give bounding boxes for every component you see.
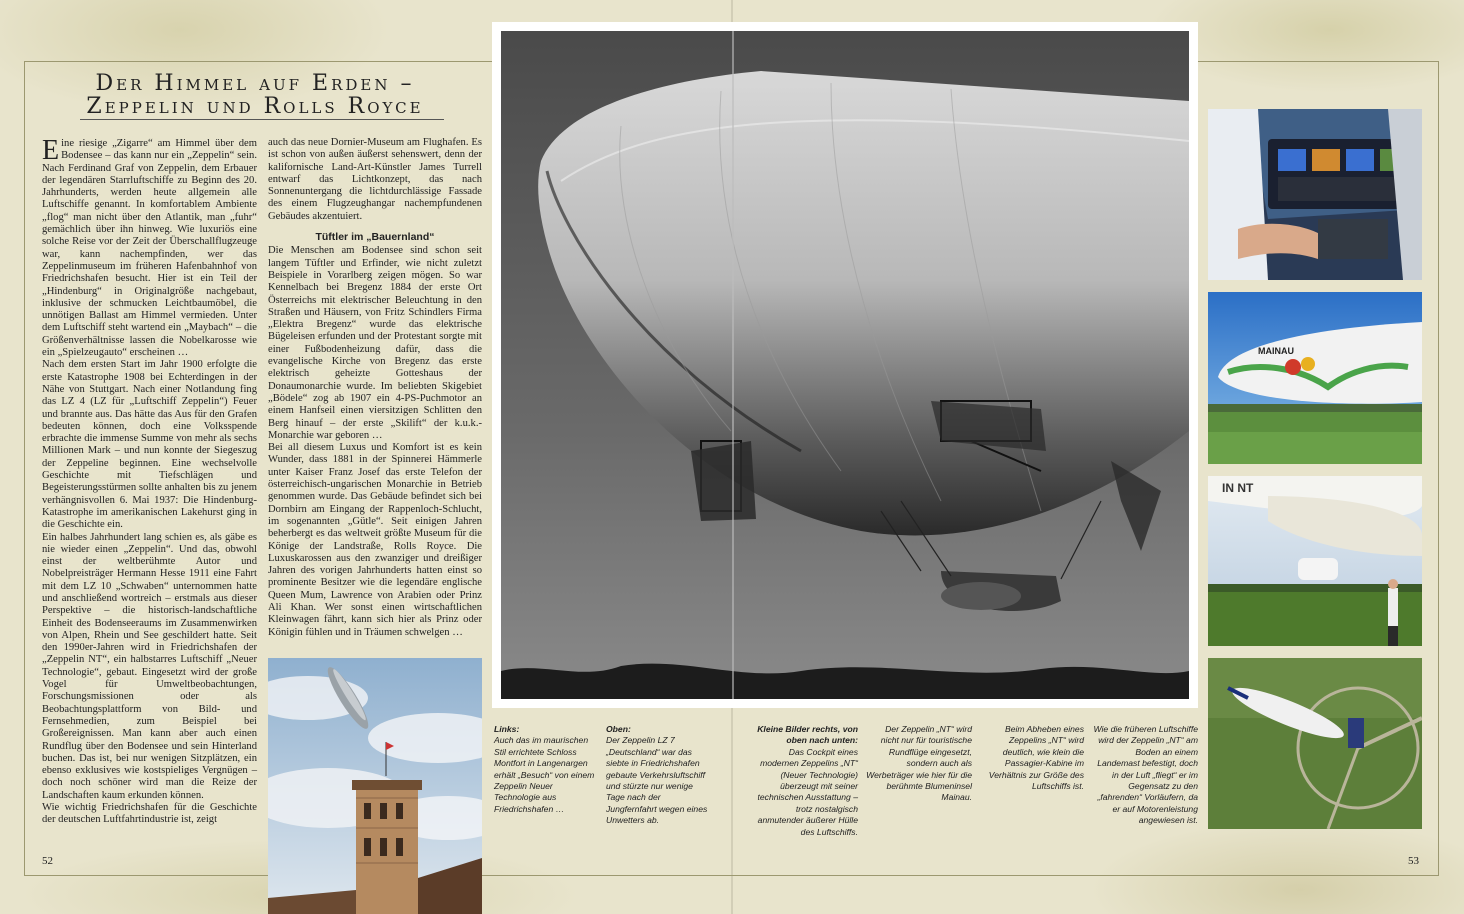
page-number-right: 53	[1408, 855, 1419, 867]
paragraph	[42, 135, 257, 359]
title-line-2: Zeppelin und Rolls Royce	[86, 94, 424, 119]
paragraph: auch das neue Dornier-Museum am Flughafen. Es ist schon von außen äußerst sehenswert, denn der kalifornische Land-Art-Künstler James Turrell entwarf das Lichtkonzept, das nach Sonnenuntergang die lichtdurchlässige Fassade des einem Flugzeughangar nachempfundenen Gebäudes akzentuiert.	[268, 137, 482, 222]
caption-label: Links:	[494, 724, 520, 734]
section-subheading: Tüftler im „Bauernland“	[315, 231, 435, 244]
caption-nt-advert	[866, 724, 972, 804]
drop-cap: E	[42, 135, 60, 166]
castle-tower-photo	[268, 658, 482, 914]
caption-small-images	[752, 724, 858, 838]
caption-text: Der Zeppelin LZ 7 „Deutschland“ war das siebte in Friedrichshafen gebaute Verkehrsluftschiff und stürzte nur wenige Tage nach der Jungfernfahrt wegen eines Unwetters ab.	[606, 735, 708, 826]
text-column-2	[268, 137, 482, 639]
caption-text: Auch das im maurischen Stil errichtete Schloss Montfort in Langenargen erhält „Besuch“ von einem Zeppelin Neuer Technologie aus Friedrichshafen …	[494, 735, 595, 814]
caption-left	[494, 724, 598, 815]
historic-zeppelin-photo	[492, 22, 1198, 708]
paragraph-text: ine riesige „Zigarre“ am Himmel über dem Bodensee – das kann nur ein „Zeppelin“ sein. Nach Ferdinand Graf von Zeppelin, dem Erbauer der legendären Starrluftschiffe zu Beginn des 20. Jahrhunderts, werden heute allgemein alle Luftschiffe genannt. In komfortablem Ambiente „flog“ man nicht über den Atlantik, man „fuhr“ gemächlich über ihn hinweg. Wie luxuriös eine solche Reise vor der Zeit der Überschallflugzeuge war, kann nachempfinden, wer das Zeppelinmuseum im früheren Hafenbahnhof von Friedrichshafen besucht. Hier ist ein Teil der „Hindenburg“ in Originalgröße nachgebaut, inklusive der schmucken Leichtbaumöbel, die unnötigen Ballast am Himmel vermieden. Unter dem Luftschiff steht wartend ein „Maybach“ – die Größenverhältnisse lassen die Nobelkarosse wie ein „Spielzeugauto“ erscheinen …	[42, 138, 257, 359]
caption-label: Kleine Bilder rechts, von oben nach unten:	[757, 724, 858, 746]
paragraph: Ein halbes Jahrhundert lang schien es, als gäbe es nie wieder einen „Zeppelin“. Und das, obwohl einst der weltberühmte Autor und Nobelpreisträger Hermann Hesse 1911 eine Fahrt mit dem LZ 10 „Schwaben“ unternommen hatte und anschließend wortreich – erstmals aus dieser Perspektive – die historisch-landschaftliche Einheit des Bodenseeraums im Zusammenwirken von Alpen, Rhein und See geschildert hatte. Seit den 1990er-Jahren wird in Friedrichshafen der „Zeppelin NT“, ein halbstarres Luftschiff „Neuer Technologie“, gebaut. Eingesetzt wird der große Vogel für Umweltbeobachtungen, Forschungsmissionen oder als Beobachtungsplattform von Bild- und Fernsehmedien, zum Beispiel bei Großereignissen. Man kann aber auch einen Rundflug über den Bodensee und sein Hinterland buchen. Das ist, bei nur wenigen Sitzplätzen, ein ebenso exklusives wie kostspieliges Vergnügen – doch noch schöner wird man die Reize der Landschaften kaum erkunden können.	[42, 531, 257, 801]
caption-takeoff	[980, 724, 1084, 792]
caption-mooring	[1092, 724, 1198, 827]
mainau-zeppelin-photo	[1208, 292, 1422, 464]
text-column-1	[42, 135, 257, 827]
caption-text: Wie die früheren Luftschiffe wird der Zeppelin „NT“ am Boden an einem Landemast befestigt, doch in der Luft „fliegt“ er im Gegensatz zu den „fahrenden“ Vorläufern, da er auf Motorenleistung angewiesen ist.	[1093, 724, 1198, 826]
page-number-left: 52	[42, 855, 53, 867]
mooring-mast-photo	[1208, 658, 1422, 829]
blimp-lettering: IN NT	[1222, 481, 1254, 495]
paragraph: Nach dem ersten Start im Jahr 1900 erfolgte die erste Katastrophe 1908 bei Echterdingen in der Nähe von Stuttgart. Nach einer Notlandung fing das LZ 4 (LZ für „Luftschiff Zeppelin“) Feuer und brannte aus. Das hätte das Aus für den Grafen bedeuten können, doch eine Volksspende erbrachte die immense Summe von mehr als sechs Millionen Mark – und nun konnte der Siegeszug der Zeppeline beginnen. Eine wechselvolle Geschichte mit Tiefschlägen und Begeisterungsstürmen sollte anhalten bis zu jenem verhängnisvollen 6. Mai 1937: Die Hindenburg-Katastrophe im amerikanischen Lakehurst ging in die Geschichte ein.	[42, 359, 257, 531]
blimp-lettering: MAINAU	[1258, 346, 1294, 356]
paragraph: Bei all diesem Luxus und Komfort ist es kein Wunder, dass 1881 in der Spinnerei Hämmerle unter Kaiser Franz Josef das erste Telefon der österreichisch-ungarischen Monarchie in Betrieb genommen wurde. Das Gebäude befindet sich bei Dornbirn am Eingang der Rappenloch-Schlucht, im sogenannten „Gütle“. Seit einigen Jahren beherbergt es das weltweit größte Museum für die Könige der Landstraße, Rolls Royce. Die Luxuskarossen aus den zwanziger und dreißiger Jahren des vorigen Jahrhunderts hatten einst so prominente Besitzer wie die legendäre englische Queen Mum, Lawrence von Arabien oder Prinz Ali Khan. Wer sonst einen wirtschaftlichen Kleinwagen fährt, kann sich hier als Prinz oder Königin fühlen und in Träumen schwelgen …	[268, 442, 482, 638]
title-underline	[80, 119, 444, 120]
cockpit-photo	[1208, 109, 1422, 280]
caption-text: Das Cockpit eines modernen Zeppelins „NT“ (Neuer Technologie) überzeugt mit seiner technischen Ausstattung – trotz nostalgisch anmutender äußerer Hülle des Luftschiffs.	[757, 746, 858, 837]
caption-text: Beim Abheben eines Zeppelins „NT“ wird deutlich, wie klein die Passagier-Kabine im Verhältnis zur Größe des Luftschiffs ist.	[988, 724, 1084, 792]
paragraph: Die Menschen am Bodensee sind schon seit langem Tüftler und Erfinder, wie nicht zuletzt Beispiele in Vorarlberg zeigen mögen. So war Kennelbach bei Bregenz 1884 der erste Ort Österreichs mit elektrischer Beleuchtung in den Straßen und Häusern, von Fritz Schindlers Firma „Elektra Bregenz“ wurde das elektrische Bügeleisen erfunden und der Protestant sorgte mit einer Fußbodenheizung dafür, dass die evangelische Kirche von Bregenz das erste elektrisch geheizte Gotteshaus der Donaumonarchie wurde. Im beliebten Skigebiet „Bödele“ zog ab 1907 ein 4-PS-Puchmotor an einem Hanfseil einen viersitzigen Schlitten den Berg hinauf – der erste „Skilift“ der k.u.k.-Monarchie war geboren …	[268, 245, 482, 441]
paragraph: Wie wichtig Friedrichshafen für die Geschichte der deutschen Luftfahrtindustrie ist, zeigt	[42, 802, 257, 826]
caption-text: Der Zeppelin „NT“ wird nicht nur für touristische Rundflüge eingesetzt, sondern auch als Werbeträger wie hier für die berühmte Blumeninsel Mainau.	[866, 724, 972, 803]
caption-top	[606, 724, 710, 827]
article-title	[40, 72, 470, 118]
zeppelin-takeoff-photo	[1208, 476, 1422, 646]
caption-label: Oben:	[606, 724, 631, 734]
title-line-1: Der Himmel auf Erden –	[95, 71, 415, 96]
